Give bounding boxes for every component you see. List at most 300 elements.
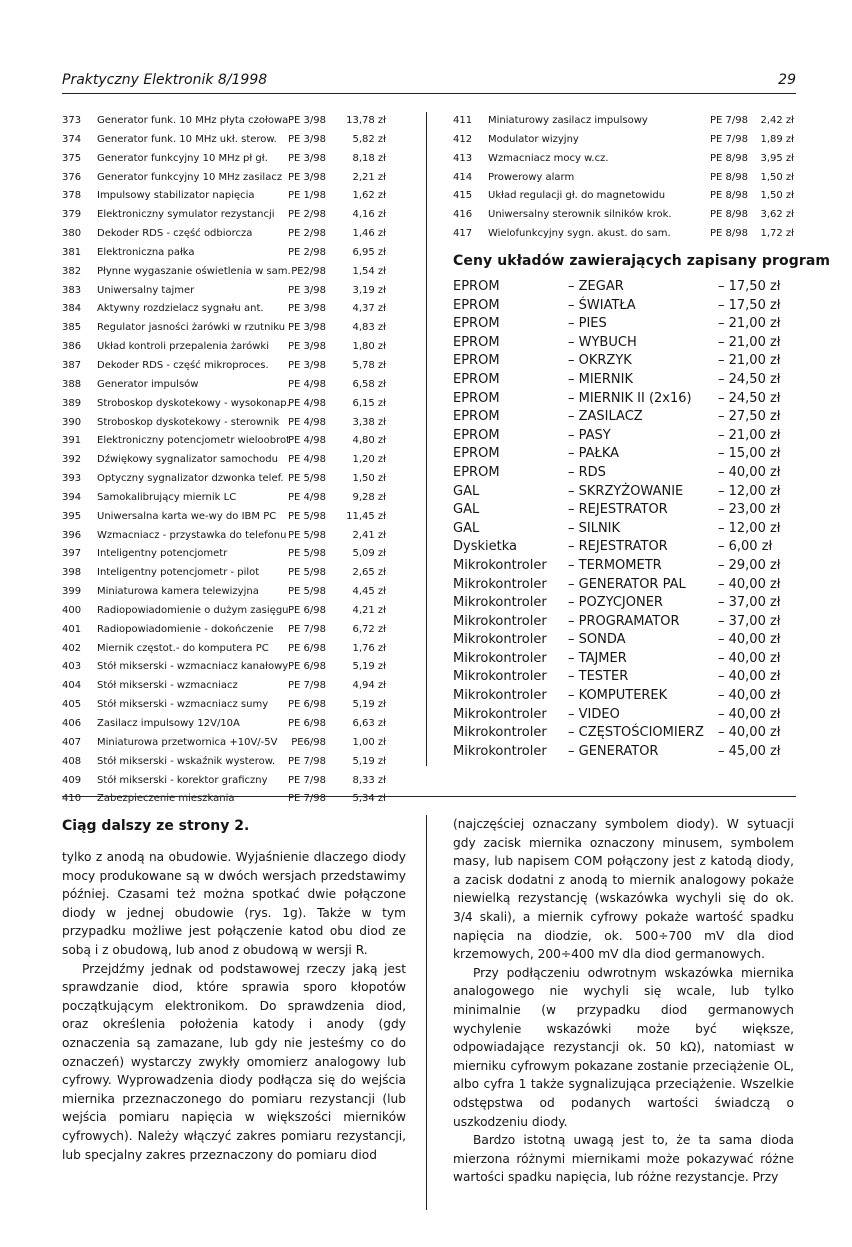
- price-row: [62, 300, 388, 319]
- price-row: [62, 790, 388, 809]
- issue-ref: PE 5/98: [288, 529, 326, 541]
- issue-ref: PE 7/98: [710, 115, 748, 126]
- item-name: Prowerowy alarm: [488, 171, 575, 183]
- item-price: 1,80 zł: [352, 341, 386, 353]
- issue-ref: PE 8/98: [710, 152, 748, 164]
- price-row: [62, 451, 388, 470]
- chip-price: – 40,00 zł: [718, 688, 781, 704]
- item-price: 1,89 zł: [760, 133, 794, 145]
- item-name: Elektroniczny symulator rezystancji: [97, 209, 275, 221]
- chip-type: EPROM: [453, 390, 500, 406]
- price-row: [62, 131, 388, 150]
- item-price: 5,09 zł: [352, 548, 386, 560]
- chip-price: – 37,00 zł: [718, 613, 781, 629]
- item-name: Dekoder RDS - część mikroproces.: [97, 359, 269, 371]
- item-number: 401: [62, 623, 82, 635]
- price-row: [62, 470, 388, 489]
- price-row: [62, 734, 388, 753]
- chip-type: EPROM: [453, 334, 500, 350]
- chip-program: – TESTER: [568, 669, 629, 685]
- item-name: Stół mikserski - wzmacniacz: [97, 680, 238, 692]
- price-row: [62, 602, 388, 621]
- chip-type: EPROM: [453, 297, 500, 313]
- chip-price: – 21,00 zł: [718, 353, 781, 369]
- chip-type: Mikrokontroler: [453, 650, 547, 666]
- chip-row: [453, 724, 796, 743]
- item-name: Stroboskop dyskotekowy - wysokonap.: [97, 397, 290, 409]
- price-row: [62, 677, 388, 696]
- chip-program: – PIES: [568, 316, 607, 332]
- column-divider-top: [426, 112, 427, 766]
- chip-program: – KOMPUTEREK: [568, 688, 668, 704]
- item-number: 399: [62, 586, 82, 598]
- price-row: [62, 489, 388, 508]
- chip-row: [453, 352, 796, 371]
- chip-price: – 45,00 zł: [718, 743, 781, 759]
- chip-type: Mikrokontroler: [453, 576, 547, 592]
- chip-program: – PAŁKA: [568, 446, 620, 462]
- issue-ref: PE 8/98: [710, 228, 748, 240]
- item-price: 1,72 zł: [760, 228, 794, 240]
- item-name: Uniwersalny tajmer: [97, 284, 195, 296]
- issue-ref: PE2/98: [291, 265, 326, 277]
- item-name: Płynne wygaszanie oświetlenia w sam.: [97, 265, 291, 277]
- item-name: Inteligentny potencjometr: [97, 548, 228, 560]
- item-number: 410: [62, 793, 82, 805]
- item-price: 4,37 zł: [352, 303, 386, 315]
- price-row: [453, 187, 796, 206]
- chip-type: GAL: [453, 483, 480, 499]
- issue-ref: PE 4/98: [288, 435, 326, 447]
- chip-row: [453, 483, 796, 502]
- section-divider: [62, 796, 796, 797]
- article-heading: Ciąg dalszy ze strony 2.: [62, 818, 250, 834]
- issue-ref: PE6/98: [291, 736, 326, 748]
- item-number: 380: [62, 228, 82, 240]
- item-number: 382: [62, 265, 82, 277]
- item-price: 4,16 zł: [352, 209, 386, 221]
- column-divider-bottom: [426, 815, 427, 1210]
- chip-price: – 21,00 zł: [718, 334, 781, 350]
- item-number: 403: [62, 661, 82, 673]
- price-row: [62, 357, 388, 376]
- issue-ref: PE 6/98: [288, 718, 326, 729]
- item-price: 1,50 zł: [352, 473, 386, 485]
- item-price: 5,19 zł: [352, 661, 386, 673]
- issue-ref: PE 8/98: [710, 190, 748, 202]
- item-name: Miniaturowa kamera telewizyjna: [97, 586, 259, 598]
- chip-row: [453, 706, 796, 725]
- issue-ref: PE 3/98: [288, 115, 326, 126]
- item-name: Stół mikserski - korektor graficzny: [97, 774, 268, 786]
- chip-type: GAL: [453, 502, 480, 518]
- item-name: Radiopowiadomienie o dużym zasięgu: [97, 604, 289, 616]
- issue-ref: PE 2/98: [288, 209, 326, 221]
- article-paragraph: Bardzo istotną uwagą jest to, że ta sama dioda mierzona różnymi miernikami może pokazywać różne wartości spadku napięcia, lub różne rezystancje. Przy: [453, 1133, 794, 1185]
- item-number: 386: [62, 341, 82, 353]
- item-name: Dźwiękowy sygnalizator samochodu: [97, 454, 278, 466]
- article-column-right: [453, 815, 794, 1187]
- price-row: [62, 225, 388, 244]
- item-name: Inteligentny potencjometr - pilot: [97, 567, 260, 579]
- issue-ref: PE 3/98: [288, 133, 326, 145]
- chip-program: – PASY: [568, 427, 611, 443]
- item-price: 5,19 zł: [352, 699, 386, 711]
- page-header: [62, 70, 796, 92]
- item-number: 373: [62, 115, 82, 126]
- price-row: [62, 715, 388, 734]
- item-price: 6,72 zł: [352, 623, 386, 635]
- chip-type: Mikrokontroler: [453, 669, 547, 685]
- price-row: [62, 263, 388, 282]
- chip-row: [453, 334, 796, 353]
- chip-row: [453, 371, 796, 390]
- price-row: [62, 395, 388, 414]
- item-name: Wzmacniacz mocy w.cz.: [488, 152, 609, 164]
- item-number: 406: [62, 718, 82, 729]
- item-number: 400: [62, 604, 82, 616]
- issue-ref: PE 3/98: [288, 359, 326, 371]
- price-list-right: [453, 112, 796, 244]
- chip-price: – 40,00 zł: [718, 706, 781, 722]
- article-paragraph: (najczęściej oznaczany symbolem diody). W sytuacji gdy zacisk miernika oznaczony minusem, symbolem masy, lub napisem COM połączony jest z katodą diody, a zacisk dodatni z anodą to miernik analogowy pokaże niewielką rezystancję (wskazówka wychyli się do ok. 3/4 skali), a miernik cyfrowy pokaże wartość spadku napięcia na diodzie, ok. 500÷700 mV dla diod krzemowych, 200÷400 mV dla diod germanowych.: [453, 817, 794, 962]
- issue-ref: PE 6/98: [288, 604, 326, 616]
- issue-ref: PE 4/98: [288, 416, 326, 428]
- price-row: [62, 187, 388, 206]
- page-number: 29: [778, 72, 796, 88]
- chip-program: – MIERNIK II (2x16): [568, 390, 692, 406]
- item-name: Zabezpieczenie mieszkania: [97, 793, 235, 805]
- item-name: Generator funkcyjny 10 MHz zasilacz: [97, 171, 283, 183]
- item-number: 415: [453, 190, 473, 202]
- item-price: 1,00 zł: [352, 736, 386, 748]
- item-number: 385: [62, 322, 82, 334]
- chip-row: [453, 594, 796, 613]
- item-price: 4,94 zł: [352, 680, 386, 692]
- item-number: 402: [62, 642, 82, 654]
- issue-ref: PE 2/98: [288, 228, 326, 240]
- chip-type: EPROM: [453, 316, 500, 332]
- chip-price: – 23,00 zł: [718, 502, 781, 518]
- header-divider: [62, 93, 796, 94]
- item-number: 413: [453, 152, 473, 164]
- programmed-chips-list: [453, 278, 796, 761]
- issue-ref: PE 6/98: [288, 699, 326, 711]
- issue-ref: PE 8/98: [710, 209, 748, 221]
- chip-type: Mikrokontroler: [453, 706, 547, 722]
- issue-ref: PE 5/98: [288, 510, 326, 522]
- item-name: Miernik częstot.- do komputera PC: [97, 642, 269, 654]
- issue-ref: PE 4/98: [288, 397, 326, 409]
- chip-row: [453, 520, 796, 539]
- chip-program: – VIDEO: [568, 706, 620, 722]
- item-price: 5,34 zł: [352, 793, 386, 805]
- item-number: 397: [62, 548, 82, 560]
- chip-type: Dyskietka: [453, 539, 517, 555]
- item-price: 5,19 zł: [352, 755, 386, 767]
- item-price: 1,76 zł: [352, 642, 386, 654]
- item-price: 1,46 zł: [352, 228, 386, 240]
- item-price: 1,50 zł: [760, 171, 794, 183]
- item-name: Aktywny rozdzielacz sygnału ant.: [97, 303, 264, 315]
- item-price: 3,95 zł: [760, 152, 794, 164]
- issue-ref: PE 2/98: [288, 246, 326, 258]
- chip-type: EPROM: [453, 279, 500, 294]
- price-row: [62, 206, 388, 225]
- item-name: Miniaturowa przetwornica +10V/-5V: [97, 736, 278, 748]
- item-name: Generator impulsów: [97, 378, 199, 390]
- chip-program: – SKRZYŻOWANIE: [568, 483, 684, 499]
- item-number: 390: [62, 416, 82, 428]
- item-price: 1,20 zł: [352, 454, 386, 466]
- item-price: 4,80 zł: [352, 435, 386, 447]
- price-row: [62, 376, 388, 395]
- item-name: Generator funkcyjny 10 MHz pł gł.: [97, 152, 268, 164]
- chip-row: [453, 668, 796, 687]
- chip-row: [453, 278, 796, 297]
- item-name: Optyczny sygnalizator dzwonka telef.: [97, 473, 284, 485]
- chip-type: Mikrokontroler: [453, 595, 547, 611]
- item-price: 2,21 zł: [352, 171, 386, 183]
- item-price: 4,83 zł: [352, 322, 386, 334]
- item-number: 417: [453, 228, 473, 240]
- item-number: 393: [62, 473, 82, 485]
- issue-ref: PE 5/98: [288, 567, 326, 579]
- price-row: [453, 206, 796, 225]
- chip-program: – REJESTRATOR: [568, 502, 668, 518]
- item-price: 6,58 zł: [352, 378, 386, 390]
- price-row: [62, 583, 388, 602]
- item-number: 398: [62, 567, 82, 579]
- price-row: [62, 169, 388, 188]
- item-number: 411: [453, 115, 473, 126]
- chip-price: – 40,00 zł: [718, 650, 781, 666]
- chip-type: EPROM: [453, 427, 500, 443]
- issue-ref: PE 3/98: [288, 284, 326, 296]
- item-price: 5,78 zł: [352, 359, 386, 371]
- issue-ref: PE 7/98: [288, 774, 326, 786]
- item-number: 395: [62, 510, 82, 522]
- chip-price: – 40,00 zł: [718, 576, 781, 592]
- price-list-left: [62, 112, 388, 809]
- chip-row: [453, 427, 796, 446]
- chip-row: [453, 687, 796, 706]
- issue-ref: PE 3/98: [288, 152, 326, 164]
- article-paragraph: tylko z anodą na obudowie. Wyjaśnienie dlaczego diody mocy produkowane są w dwóch wersjach przedstawimy później. Czasami też można spotkać dwie połączone diody w jednej obudowie (rys. 1g). Także w tym przypadku możliwe jest połączenie katod obu diod ze sobą i z obudową, lub anod z obudową w wersji R.: [62, 850, 406, 957]
- chip-program: – GENERATOR: [568, 743, 659, 759]
- programmed-chips-heading: Ceny układów zawierających zapisany program: [453, 253, 831, 269]
- chip-price: – 21,00 zł: [718, 427, 781, 443]
- item-price: 4,45 zł: [352, 586, 386, 598]
- issue-ref: PE 5/98: [288, 548, 326, 560]
- item-name: Regulator jasności żarówki w rzutniku: [97, 322, 286, 334]
- chip-row: [453, 613, 796, 632]
- price-row: [62, 621, 388, 640]
- chip-program: – SONDA: [568, 632, 626, 648]
- issue-ref: PE 7/98: [288, 623, 326, 635]
- item-name: Miniaturowy zasilacz impulsowy: [488, 115, 648, 126]
- chip-price: – 17,50 zł: [718, 279, 781, 294]
- chip-program: – GENERATOR PAL: [568, 576, 686, 592]
- price-row: [62, 432, 388, 451]
- chip-type: GAL: [453, 520, 480, 536]
- chip-type: Mikrokontroler: [453, 632, 547, 648]
- chip-program: – TERMOMETR: [568, 557, 662, 573]
- chip-row: [453, 297, 796, 316]
- item-price: 1,50 zł: [760, 190, 794, 202]
- price-row: [62, 753, 388, 772]
- issue-ref: PE 7/98: [288, 755, 326, 767]
- item-name: Stół mikserski - wzmacniacz sumy: [97, 699, 269, 711]
- chip-program: – PROGRAMATOR: [568, 613, 680, 629]
- price-row: [62, 696, 388, 715]
- item-name: Uniwersalny sterownik silników krok.: [488, 209, 672, 221]
- price-row: [62, 527, 388, 546]
- price-row: [62, 112, 388, 131]
- chip-price: – 17,50 zł: [718, 297, 781, 313]
- price-row: [62, 640, 388, 659]
- item-price: 3,19 zł: [352, 284, 386, 296]
- price-row: [453, 112, 796, 131]
- item-name: Radiopowiadomienie - dokończenie: [97, 623, 274, 635]
- item-price: 3,62 zł: [760, 209, 794, 221]
- chip-type: Mikrokontroler: [453, 613, 547, 629]
- price-row: [62, 508, 388, 527]
- chip-row: [453, 408, 796, 427]
- chip-price: – 40,00 zł: [718, 725, 781, 741]
- item-name: Samokalibrujący miernik LC: [97, 491, 237, 503]
- issue-ref: PE 3/98: [288, 171, 326, 183]
- item-name: Stół mikserski - wskaźnik wysterow.: [97, 755, 276, 767]
- price-row: [62, 282, 388, 301]
- item-name: Stół mikserski - wzmacniacz kanałowy: [97, 661, 289, 673]
- item-name: Modulator wizyjny: [488, 133, 579, 145]
- chip-type: EPROM: [453, 371, 500, 387]
- chip-price: – 40,00 zł: [718, 669, 781, 685]
- item-price: 1,54 zł: [352, 265, 386, 277]
- issue-ref: PE 8/98: [710, 171, 748, 183]
- item-number: 378: [62, 190, 82, 202]
- chip-price: – 15,00 zł: [718, 446, 781, 462]
- item-number: 396: [62, 529, 82, 541]
- item-number: 379: [62, 209, 82, 221]
- chip-price: – 40,00 zł: [718, 632, 781, 648]
- price-row: [62, 564, 388, 583]
- chip-row: [453, 631, 796, 650]
- item-name: Generator funk. 10 MHz ukł. sterow.: [97, 133, 277, 145]
- chip-program: – ZASILACZ: [568, 409, 643, 425]
- chip-price: – 27,50 zł: [718, 409, 781, 425]
- chip-row: [453, 743, 796, 762]
- chip-row: [453, 390, 796, 409]
- price-row: [62, 545, 388, 564]
- item-name: Impulsowy stabilizator napięcia: [97, 190, 255, 202]
- price-row: [62, 319, 388, 338]
- item-number: 404: [62, 680, 82, 692]
- price-row: [453, 169, 796, 188]
- item-price: 8,18 zł: [352, 152, 386, 164]
- item-price: 9,28 zł: [352, 491, 386, 503]
- chip-price: – 24,50 zł: [718, 390, 781, 406]
- price-row: [62, 244, 388, 263]
- item-name: Układ kontroli przepalenia żarówki: [97, 341, 269, 353]
- item-name: Zasilacz impulsowy 12V/10A: [97, 718, 240, 729]
- chip-program: – SILNIK: [568, 520, 621, 536]
- chip-program: – TAJMER: [568, 650, 627, 666]
- price-row: [62, 658, 388, 677]
- issue-ref: PE 3/98: [288, 322, 326, 334]
- item-number: 376: [62, 171, 82, 183]
- chip-row: [453, 576, 796, 595]
- chip-price: – 29,00 zł: [718, 557, 781, 573]
- chip-row: [453, 445, 796, 464]
- chip-type: EPROM: [453, 464, 500, 480]
- item-name: Układ regulacji gł. do magnetowidu: [488, 190, 666, 202]
- item-price: 2,41 zł: [352, 529, 386, 541]
- item-number: 387: [62, 359, 82, 371]
- item-number: 409: [62, 774, 82, 786]
- chip-price: – 6,00 zł: [718, 539, 773, 555]
- issue-ref: PE 3/98: [288, 303, 326, 315]
- chip-type: Mikrokontroler: [453, 743, 547, 759]
- item-price: 11,45 zł: [346, 510, 386, 522]
- issue-ref: PE 6/98: [288, 642, 326, 654]
- chip-type: EPROM: [453, 409, 500, 425]
- item-name: Generator funk. 10 MHz płyta czołowa: [97, 115, 289, 126]
- item-number: 374: [62, 133, 82, 145]
- issue-ref: PE 5/98: [288, 473, 326, 485]
- item-price: 3,38 zł: [352, 416, 386, 428]
- item-number: 381: [62, 246, 82, 258]
- price-row: [453, 225, 796, 244]
- issue-ref: PE 4/98: [288, 378, 326, 390]
- price-row: [62, 338, 388, 357]
- chip-program: – ZEGAR: [568, 279, 624, 294]
- chip-type: Mikrokontroler: [453, 557, 547, 573]
- price-row: [62, 772, 388, 791]
- issue-ref: PE 3/98: [288, 341, 326, 353]
- article-column-left: [62, 848, 406, 1164]
- chip-program: – ŚWIATŁA: [568, 297, 636, 313]
- item-price: 5,82 zł: [352, 133, 386, 145]
- issue-ref: PE 1/98: [288, 190, 326, 202]
- chip-type: Mikrokontroler: [453, 725, 547, 741]
- item-price: 1,62 zł: [352, 190, 386, 202]
- issue-ref: PE 4/98: [288, 491, 326, 503]
- article-paragraph: Przy podłączeniu odwrotnym wskazówka miernika analogowego nie wychyli się wcale, lub tylko minimalnie (w przypadku diod germanowych wychylenie wskazówki może być większe, odpowiadające rezystancji ok. 50 kΩ), natomiast w mierniku cyfrowym pokazane zostanie przeciążenie OL, albo cyfra 1 także sygnalizująca przeciążenie. Wszelkie odstępstwa od podanych wartości świadczą o uszkodzeniu diody.: [453, 965, 794, 1129]
- chip-type: EPROM: [453, 353, 500, 369]
- chip-program: – OKRZYK: [568, 353, 632, 369]
- chip-price: – 24,50 zł: [718, 371, 781, 387]
- item-number: 389: [62, 397, 82, 409]
- chip-program: – CZĘSTOŚCIOMIERZ: [568, 725, 704, 741]
- magazine-issue-title: Praktyczny Elektronik 8/1998: [62, 72, 268, 88]
- item-name: Wzmacniacz - przystawka do telefonu: [97, 529, 287, 541]
- chip-program: – POZYCJONER: [568, 595, 663, 611]
- price-row: [62, 150, 388, 169]
- item-name: Elektroniczny potencjometr wieloobrot: [97, 435, 291, 447]
- item-number: 392: [62, 454, 82, 466]
- item-number: 412: [453, 133, 473, 145]
- issue-ref: PE 7/98: [288, 680, 326, 692]
- item-name: Uniwersalna karta we-wy do IBM PC: [97, 510, 277, 522]
- chip-price: – 12,00 zł: [718, 520, 781, 536]
- item-price: 6,63 zł: [352, 718, 386, 729]
- chip-row: [453, 501, 796, 520]
- item-number: 383: [62, 284, 82, 296]
- chip-program: – RDS: [568, 464, 606, 480]
- chip-price: – 21,00 zł: [718, 316, 781, 332]
